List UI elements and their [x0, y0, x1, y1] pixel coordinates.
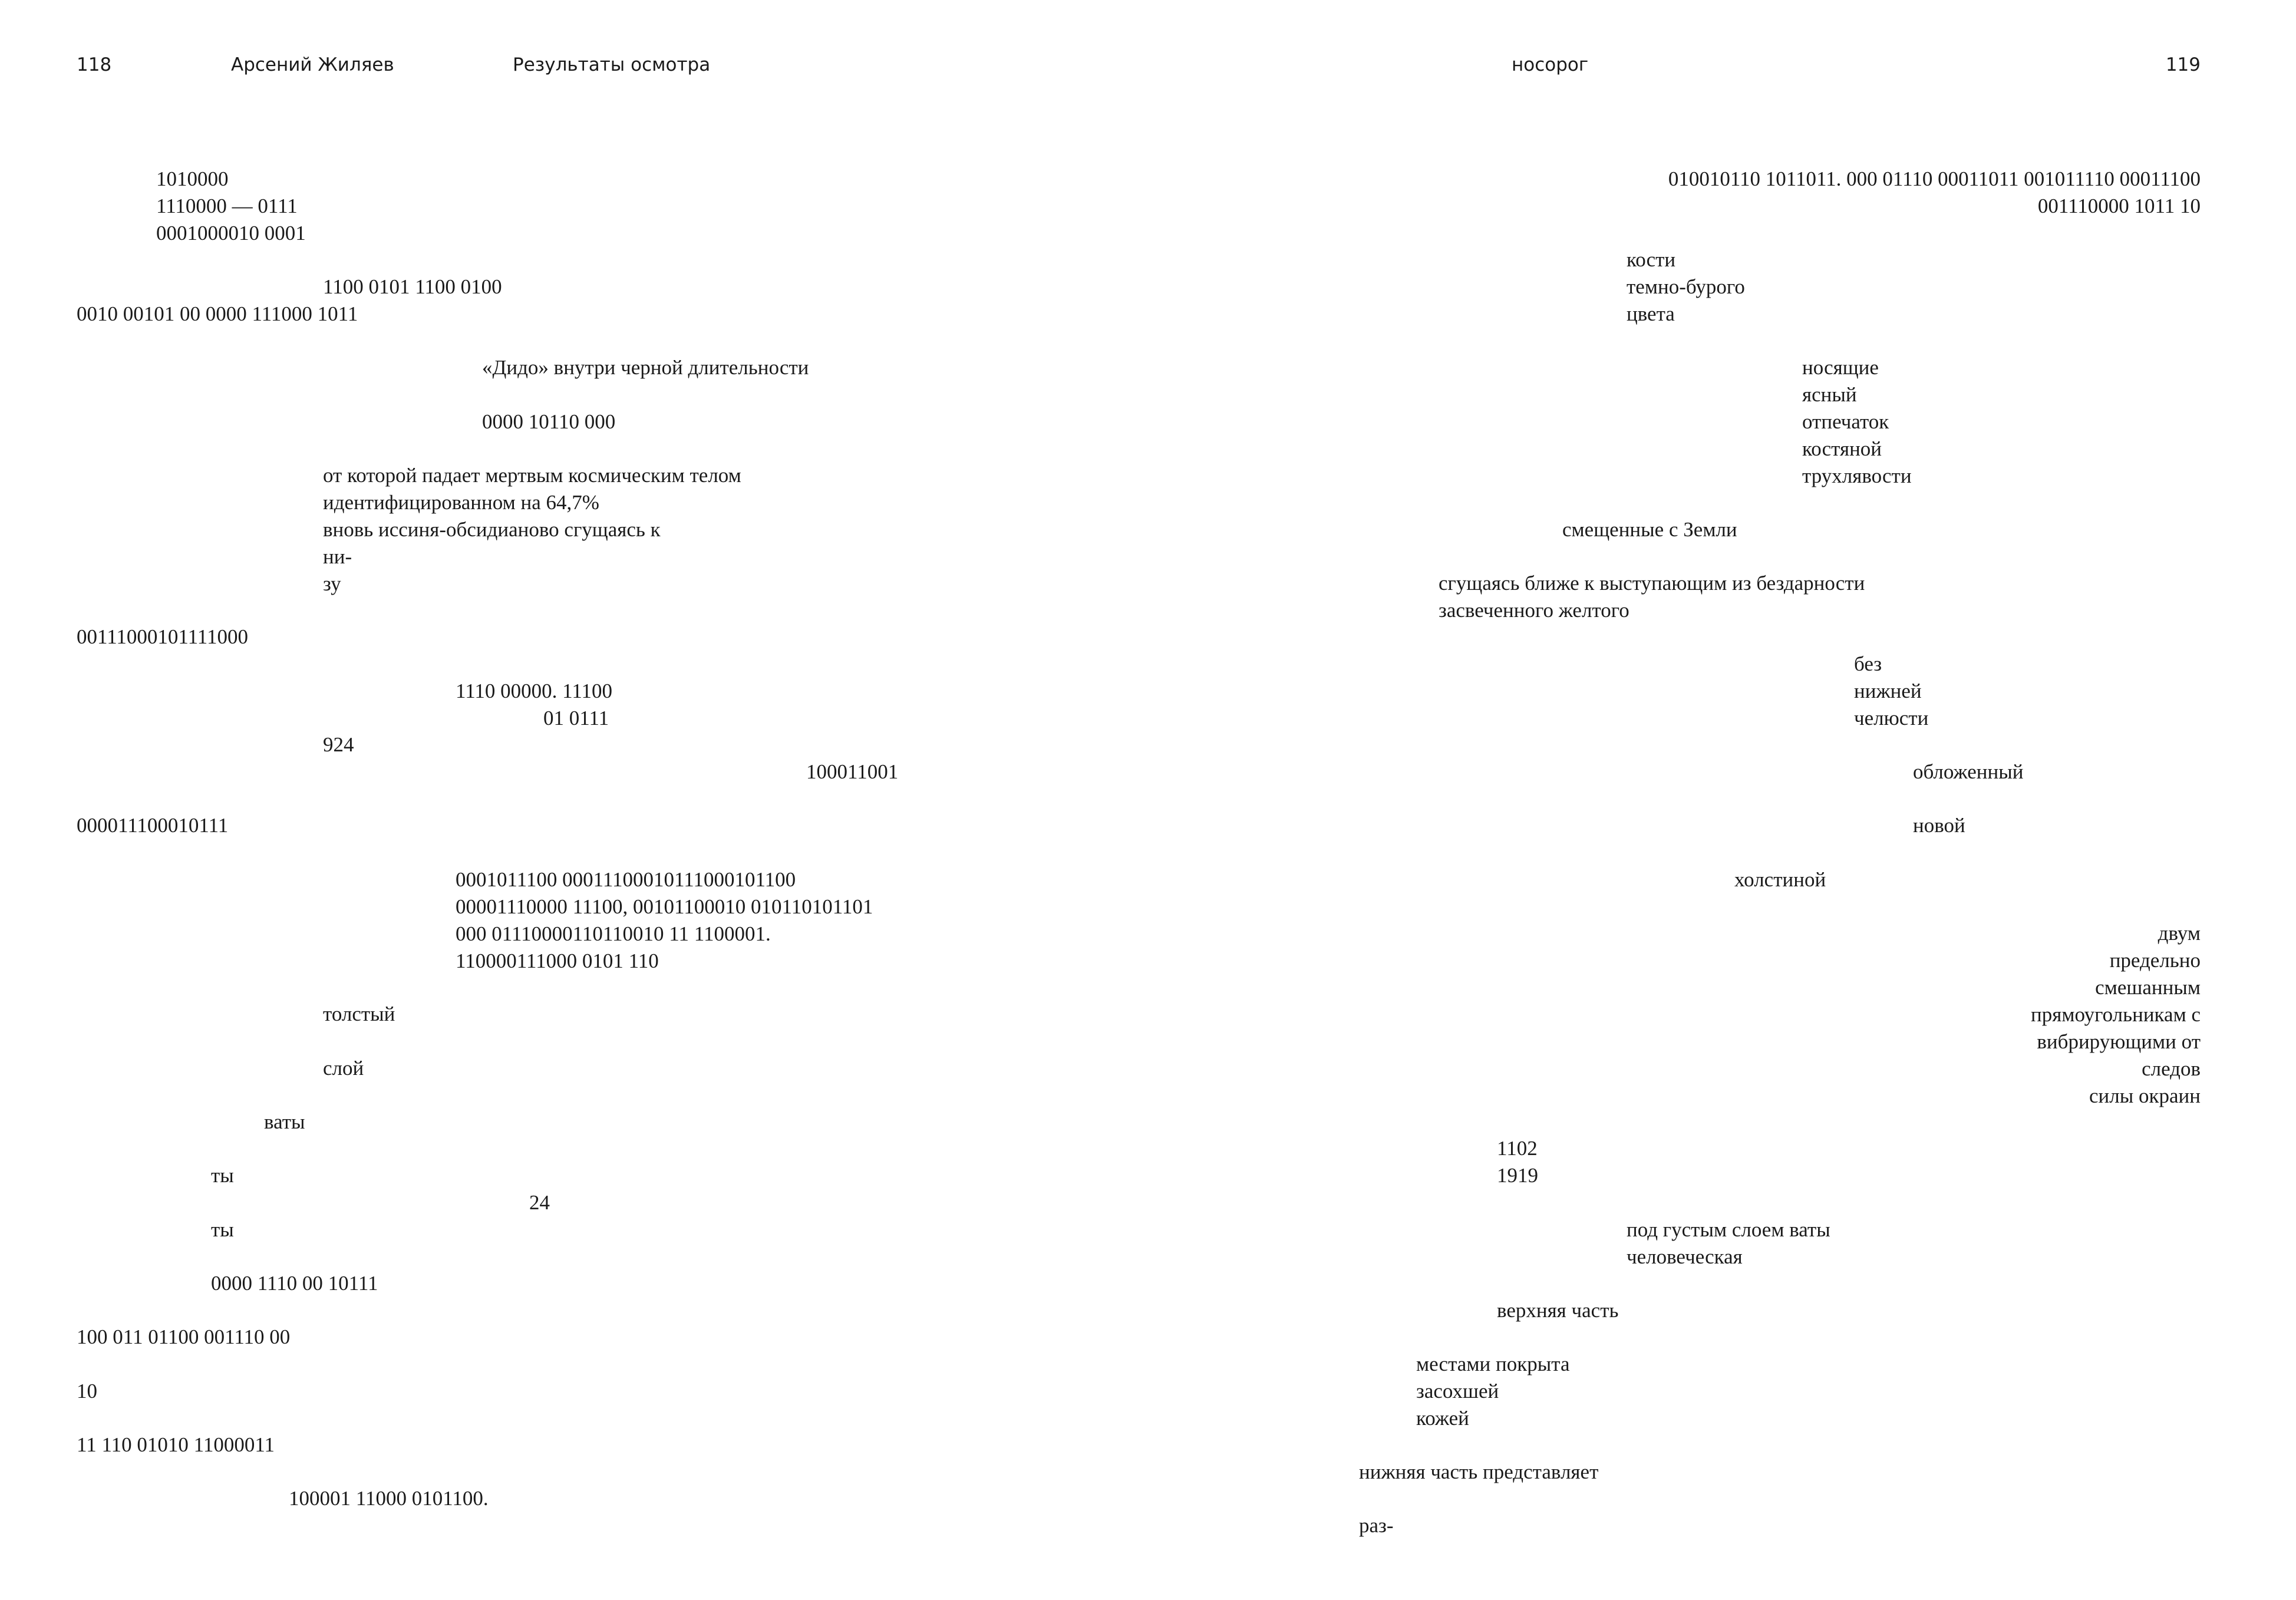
text-block — [806, 758, 898, 786]
text-block — [1627, 246, 1745, 328]
text-line: сгущаясь ближе к выступающим из бездарности — [1439, 572, 1865, 595]
text-block — [77, 812, 228, 839]
text-line: 1110 00000. 11100 — [456, 679, 613, 702]
running-title: носорог — [1512, 54, 1589, 75]
text-block — [211, 1270, 378, 1297]
text-line: засвеченного желтого — [1439, 599, 1629, 622]
text-line: слой — [323, 1057, 364, 1080]
text-line: темно-бурого — [1627, 275, 1745, 298]
text-block — [1497, 1297, 1618, 1324]
text-line: силы окраин — [2089, 1084, 2201, 1107]
text-line: обложенный — [1913, 760, 2024, 783]
text-line: ты — [211, 1218, 234, 1241]
text-line: 11 110 01010 11000011 — [77, 1433, 275, 1456]
text-line: 1010000 — [156, 167, 229, 190]
text-line: двум — [2158, 922, 2201, 945]
text-block — [323, 273, 502, 301]
text-block — [1359, 1512, 1394, 1539]
text-block — [264, 1109, 305, 1136]
text-block — [77, 1431, 275, 1459]
text-block — [1416, 1351, 1569, 1432]
text-line: 24 — [529, 1191, 550, 1214]
text-block — [323, 1001, 395, 1028]
text-block — [323, 1055, 364, 1082]
page-number-left: 118 — [77, 54, 112, 75]
text-line: 0001000010 0001 — [156, 222, 306, 245]
text-line: смешанным — [2095, 976, 2201, 999]
text-line: раз- — [1359, 1514, 1394, 1537]
text-line: смещенные с Земли — [1562, 518, 1737, 541]
text-line: «Дидо» внутри черной длительности — [482, 356, 809, 379]
text-block — [77, 623, 248, 651]
text-line: ты — [211, 1164, 234, 1187]
text-line: 100 011 01100 001110 00 — [77, 1325, 291, 1348]
text-block — [1439, 570, 1865, 624]
text-line: засохшей — [1416, 1380, 1499, 1403]
text-block — [1802, 354, 1912, 490]
text-line: 001110000 1011 10 — [2037, 194, 2201, 217]
text-block — [1562, 516, 1737, 543]
right-page — [1148, 0, 2296, 1600]
text-line: зу — [323, 572, 341, 595]
text-line: прямоугольникам с — [2031, 1003, 2201, 1026]
text-line: 0000 1110 00 10111 — [211, 1272, 378, 1295]
text-line: под густым слоем ваты — [1627, 1218, 1830, 1241]
text-block — [543, 705, 609, 732]
text-line: носящие — [1802, 356, 1879, 379]
text-line: 110000111000 0101 110 — [456, 949, 659, 972]
text-block — [323, 731, 354, 758]
text-block — [2031, 920, 2201, 1110]
text-block — [1668, 166, 2201, 220]
text-block — [211, 1216, 234, 1243]
text-line: 1100 0101 1100 0100 — [323, 275, 502, 298]
text-line: местами покрыта — [1416, 1352, 1570, 1375]
text-line: вновь иссиня-обсидианово сгущаясь к — [323, 518, 661, 541]
text-block — [482, 354, 809, 381]
section-title: Результаты осмотра — [513, 54, 711, 75]
text-line: ясный — [1802, 383, 1857, 406]
text-line: следов — [2142, 1057, 2201, 1080]
text-block — [77, 1324, 290, 1351]
text-block — [1913, 812, 1965, 839]
text-line: 1102 — [1497, 1137, 1538, 1160]
text-line: 10 — [77, 1380, 97, 1403]
text-line: кости — [1627, 248, 1676, 271]
text-block — [156, 166, 306, 247]
text-line: 0010 00101 00 0000 111000 1011 — [77, 302, 358, 325]
text-block — [1913, 758, 2024, 786]
text-line: костяной — [1802, 437, 1882, 460]
text-line: новой — [1913, 814, 1965, 837]
text-line: ваты — [264, 1110, 305, 1133]
text-line: от которой падает мертвым космическим телом — [323, 464, 741, 487]
text-line: ни- — [323, 545, 352, 568]
text-line: идентифицированном на 64,7% — [323, 491, 599, 514]
text-line: 000011100010111 — [77, 814, 229, 837]
text-block — [77, 1378, 97, 1405]
text-line: 1110000 — 0111 — [156, 194, 298, 217]
text-line: трухлявости — [1802, 464, 1912, 487]
text-block — [77, 301, 358, 328]
page-number-right: 119 — [2165, 54, 2201, 75]
text-block — [289, 1485, 489, 1512]
text-line: 924 — [323, 733, 354, 756]
text-line: цвета — [1627, 302, 1675, 325]
text-block — [529, 1189, 550, 1216]
text-block — [1854, 651, 1928, 732]
text-block — [1627, 1216, 1830, 1271]
text-block — [482, 408, 615, 436]
text-line: вибрирующими от — [2037, 1030, 2201, 1053]
text-line: толстый — [323, 1002, 395, 1025]
text-line: челюсти — [1854, 707, 1929, 730]
text-line: верхняя часть — [1497, 1299, 1619, 1322]
text-line: 100001 11000 0101100. — [289, 1487, 489, 1510]
text-line: нижняя часть представляет — [1359, 1460, 1599, 1483]
text-line: 00001110000 11100, 00101100010 010110101101 — [456, 895, 873, 918]
text-line: кожей — [1416, 1407, 1469, 1430]
text-block — [1497, 1135, 1538, 1189]
text-block — [211, 1162, 234, 1189]
text-line: 0001011100 00011100010111000101100 — [456, 868, 796, 891]
text-block — [1734, 866, 1826, 893]
text-line: отпечаток — [1802, 410, 1889, 433]
author-name: Арсений Жиляев — [231, 54, 394, 75]
text-line: предельно — [2109, 949, 2201, 972]
text-line: холстиной — [1734, 868, 1826, 891]
text-line: 01 0111 — [543, 707, 609, 730]
text-line: 000 01110000110110010 11 1100001. — [456, 922, 771, 945]
text-line: 1919 — [1497, 1164, 1538, 1187]
text-line: 00111000101111000 — [77, 625, 249, 648]
text-line: 010010110 1011011. 000 01110 00011011 001011110 00011100 — [1668, 167, 2201, 190]
text-block — [456, 866, 873, 975]
text-block — [1359, 1459, 1598, 1486]
text-line: нижней — [1854, 679, 1922, 702]
text-block — [323, 462, 741, 598]
text-line: 0000 10110 000 — [482, 410, 616, 433]
text-block — [456, 678, 612, 705]
text-line: человеческая — [1627, 1245, 1743, 1268]
text-line: без — [1854, 652, 1882, 675]
text-line: 100011001 — [806, 760, 899, 783]
